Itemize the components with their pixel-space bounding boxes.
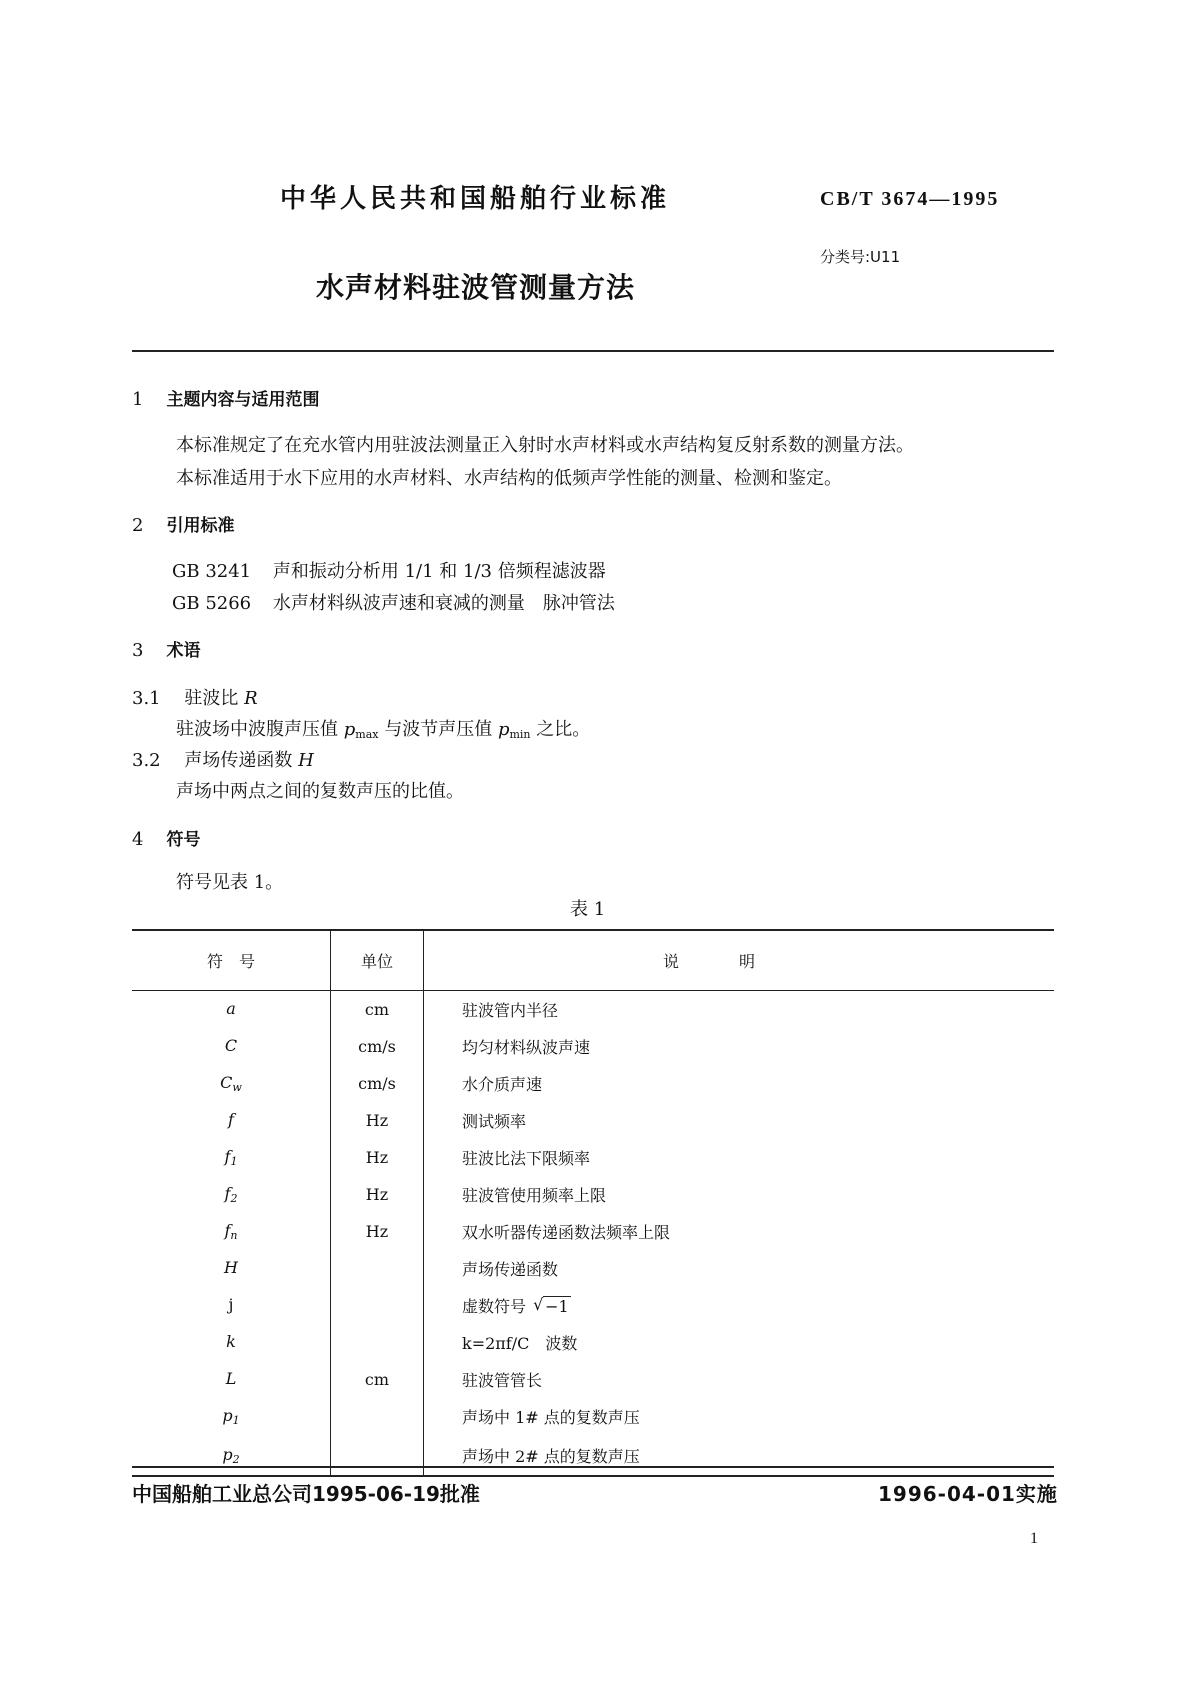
symbol-table	[132, 929, 1054, 1477]
table-row	[132, 1324, 1054, 1361]
classification-code: 分类号:U11	[820, 248, 901, 266]
pressure-subscript: max	[355, 728, 379, 741]
term-3-1-heading	[132, 684, 258, 710]
section-3-title: 术语	[166, 641, 201, 661]
symbol-cell: $p_2$	[132, 1435, 331, 1476]
unit-cell: Hz	[331, 1213, 424, 1250]
unit-cell	[331, 1250, 424, 1287]
table-row	[132, 1361, 1054, 1398]
section-1-para-1: 本标准规定了在充水管内用驻波法测量正入射时水声材料或水声结构复反射系数的测量方法。	[176, 435, 914, 456]
term-symbol: H	[298, 750, 314, 771]
unit-cell	[331, 1324, 424, 1361]
reference-code: GB 5266	[172, 593, 252, 614]
table-header-row	[132, 930, 1054, 991]
table-row	[132, 1176, 1054, 1213]
table-row	[132, 1398, 1054, 1435]
standard-number: CB/T 3674—1995	[820, 188, 1000, 210]
symbol-cell: $f_1$	[132, 1139, 331, 1176]
header-divider	[132, 350, 1054, 352]
table-row	[132, 1139, 1054, 1176]
section-1-title: 主题内容与适用范围	[166, 390, 320, 410]
document-title: 水声材料驻波管测量方法	[316, 271, 636, 304]
table-row	[132, 1250, 1054, 1287]
description-cell: 水介质声速	[462, 1075, 543, 1094]
unit-cell: cm	[331, 991, 424, 1029]
term-3-1-definition	[176, 715, 590, 741]
approval-line: 中国船舶工业总公司1995-06-19批准	[132, 1482, 480, 1506]
table-caption: 表 1	[570, 899, 606, 920]
implementation-date: 1996-04-01实施	[878, 1482, 1058, 1506]
reference-standard-2	[172, 589, 615, 615]
reference-title: 水声材料纵波声速和衰减的测量 脉冲管法	[272, 593, 615, 614]
symbol-cell: L	[132, 1361, 331, 1398]
term-number: 3.1	[132, 688, 161, 709]
footer-divider	[132, 1466, 1054, 1468]
radicand: −1	[545, 1297, 569, 1316]
unit-cell: Hz	[331, 1176, 424, 1213]
description-cell: 驻波管使用频率上限	[462, 1186, 607, 1205]
definition-text: 驻波场中波腹声压值	[176, 719, 338, 740]
pressure-symbol: p	[343, 719, 356, 740]
section-4-number: 4	[132, 829, 144, 850]
section-2-heading	[132, 511, 235, 536]
symbol-cell: a	[132, 991, 331, 1029]
header-unit: 单位	[331, 930, 424, 991]
definition-text: 之比。	[536, 719, 591, 740]
section-1-heading	[132, 385, 320, 410]
section-4-intro: 符号见表 1。	[176, 872, 284, 893]
symbol-cell: k	[132, 1324, 331, 1361]
unit-cell: Hz	[331, 1102, 424, 1139]
term-3-2-definition: 声场中两点之间的复数声压的比值。	[176, 781, 464, 802]
square-root-symbol	[533, 1297, 571, 1316]
term-number: 3.2	[132, 750, 161, 771]
description-cell: 均匀材料纵波声速	[462, 1038, 591, 1057]
definition-text: 与波节声压值	[384, 719, 493, 740]
description-cell: 驻波管管长	[462, 1371, 543, 1390]
symbol-cell: $p_1$	[132, 1398, 331, 1435]
section-1-para-2: 本标准适用于水下应用的水声材料、水声结构的低频声学性能的测量、检测和鉴定。	[176, 468, 842, 489]
header-symbol: 符 号	[132, 930, 331, 991]
unit-cell	[331, 1287, 424, 1324]
reference-title: 声和振动分析用 1/1 和 1/3 倍频程滤波器	[272, 561, 606, 582]
term-3-2-heading	[132, 746, 314, 772]
symbol-cell: H	[132, 1250, 331, 1287]
pressure-subscript: min	[509, 728, 531, 741]
term-symbol: R	[244, 688, 258, 709]
symbol-cell: C	[132, 1028, 331, 1065]
org-title: 中华人民共和国船舶行业标准	[280, 184, 671, 214]
table-row	[132, 1065, 1054, 1102]
unit-cell: cm/s	[331, 1065, 424, 1102]
description-cell: 驻波管内半径	[462, 1001, 559, 1020]
section-1-number: 1	[132, 389, 144, 410]
term-title: 驻波比	[184, 688, 239, 709]
symbol-cell: j	[132, 1287, 331, 1324]
symbol-cell: $C_w$	[132, 1065, 331, 1102]
table-row	[132, 1028, 1054, 1065]
unit-cell	[331, 1435, 424, 1476]
description-cell: 驻波比法下限频率	[462, 1149, 591, 1168]
table-row	[132, 991, 1054, 1029]
section-3-heading	[132, 636, 201, 661]
table-row	[132, 1287, 1054, 1324]
reference-code: GB 3241	[172, 561, 252, 582]
symbol-cell: $f_2$	[132, 1176, 331, 1213]
section-2-title: 引用标准	[166, 516, 235, 536]
unit-cell: Hz	[331, 1139, 424, 1176]
table-row	[132, 1102, 1054, 1139]
description-cell: 声场传递函数	[462, 1260, 559, 1279]
page-number: 1	[1030, 1530, 1038, 1547]
reference-standard-1	[172, 557, 606, 583]
header-description: 说明	[424, 930, 1055, 991]
table-row	[132, 1213, 1054, 1250]
section-4-heading	[132, 825, 201, 850]
unit-cell	[331, 1398, 424, 1435]
description-cell	[424, 1287, 1055, 1324]
section-2-number: 2	[132, 515, 144, 536]
description-cell: k=2πf/C 波数	[462, 1334, 578, 1353]
symbol-cell: f	[132, 1102, 331, 1139]
unit-cell: cm/s	[331, 1028, 424, 1065]
term-title: 声场传递函数	[184, 750, 293, 771]
description-cell: 测试频率	[462, 1112, 527, 1131]
section-4-title: 符号	[166, 830, 201, 850]
pressure-symbol: p	[497, 719, 510, 740]
symbol-cell: $f_n$	[132, 1213, 331, 1250]
description-text: 虚数符号	[462, 1297, 527, 1316]
section-3-number: 3	[132, 640, 144, 661]
unit-cell: cm	[331, 1361, 424, 1398]
description-cell: 声场中 2# 点的复数声压	[424, 1435, 1055, 1476]
description-cell: 声场中 1# 点的复数声压	[462, 1408, 640, 1427]
table-row	[132, 1435, 1054, 1476]
description-cell: 双水听器传递函数法频率上限	[462, 1223, 671, 1242]
